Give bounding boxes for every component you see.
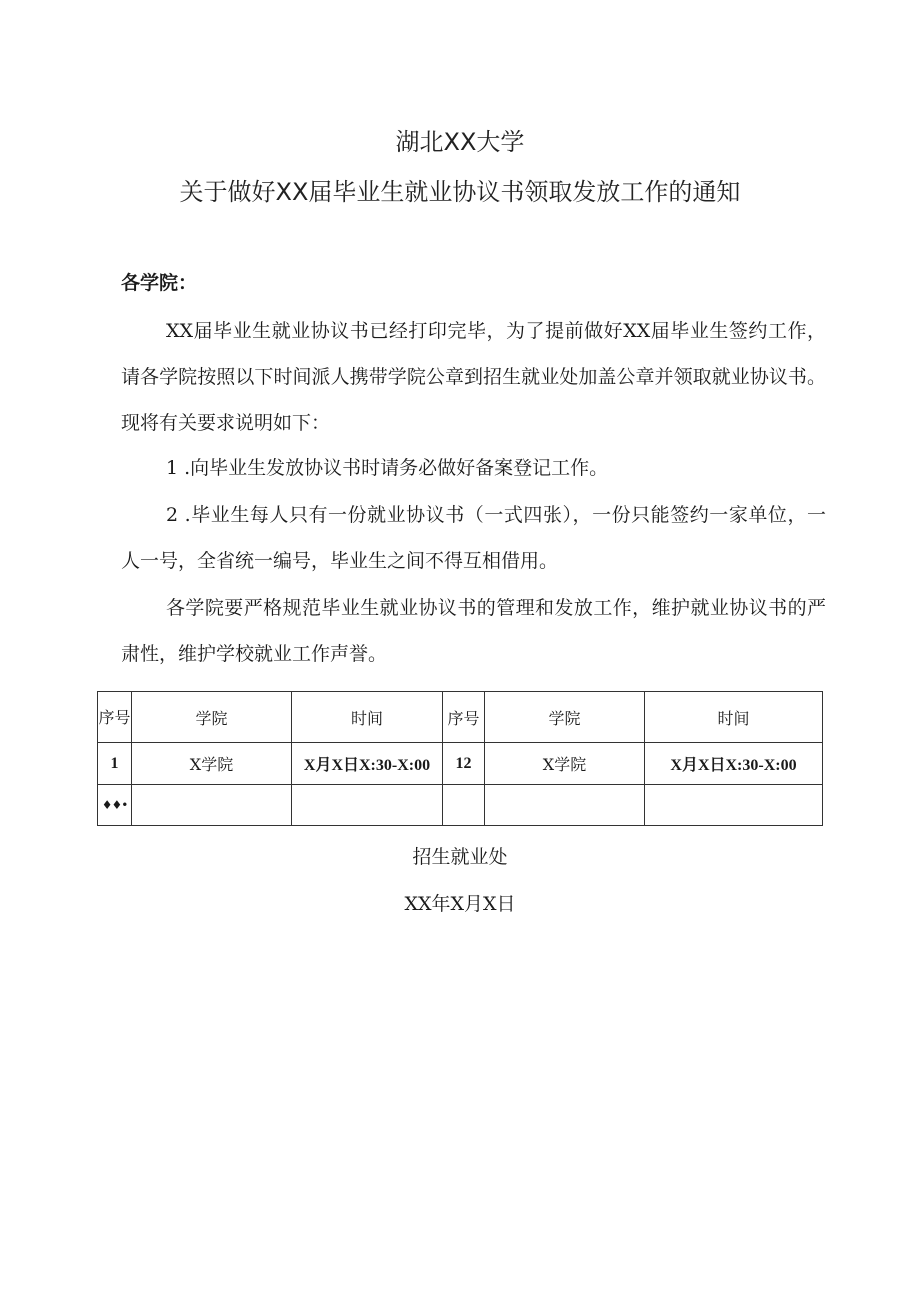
cell-seq-right: 12 xyxy=(443,743,485,785)
cell-seq-left: ♦♦• xyxy=(98,785,132,826)
cell-seq-right xyxy=(443,785,485,826)
header-seq-left: 序号 xyxy=(98,692,132,743)
notice-title: 关于做好XX届毕业生就业协议书领取发放工作的通知 xyxy=(179,178,741,206)
issue-date: XX年X月X日 xyxy=(404,893,516,915)
table-row xyxy=(98,743,823,785)
header-seq-right: 序号 xyxy=(443,692,485,743)
cell-time-right xyxy=(645,785,823,826)
header-time-left: 时间 xyxy=(292,692,443,743)
closing-paragraph: 各学院要严格规范毕业生就业协议书的管理和发放工作，维护就业协议书的严肃性，维护学校就业工作声誉。 xyxy=(121,597,826,665)
salutation: 各学院： xyxy=(121,272,198,294)
cell-time-left xyxy=(292,785,443,826)
header-time-right: 时间 xyxy=(645,692,823,743)
cell-college-left xyxy=(132,785,292,826)
intro-paragraph: XX届毕业生就业协议书已经打印完毕，为了提前做好XX届毕业生签约工作，请各学院按照以下时间派人携带学院公章到招生就业处加盖公章并领取就业协议书。现将有关要求说明如下： xyxy=(121,320,826,434)
distribution-schedule-table xyxy=(97,691,823,826)
cell-time-right: X月X日X:30-X:00 xyxy=(645,743,823,785)
header-college-left: 学院 xyxy=(132,692,292,743)
requirement-item-2: 2 .毕业生每人只有一份就业协议书（一式四张），一份只能签约一家单位，一人一号，全省统一编号，毕业生之间不得互相借用。 xyxy=(121,504,826,572)
cell-time-left: X月X日X:30-X:00 xyxy=(292,743,443,785)
cell-college-left: X学院 xyxy=(132,743,292,785)
university-name: 湖北XX大学 xyxy=(395,128,525,156)
table-row xyxy=(98,785,823,826)
cell-college-right xyxy=(485,785,645,826)
header-college-right: 学院 xyxy=(485,692,645,743)
issuing-office: 招生就业处 xyxy=(412,846,508,868)
cell-college-right: X学院 xyxy=(485,743,645,785)
cell-seq-left: 1 xyxy=(98,743,132,785)
table-header-row xyxy=(98,692,823,743)
requirement-item-1: 1 .向毕业生发放协议书时请务必做好备案登记工作。 xyxy=(166,457,609,479)
